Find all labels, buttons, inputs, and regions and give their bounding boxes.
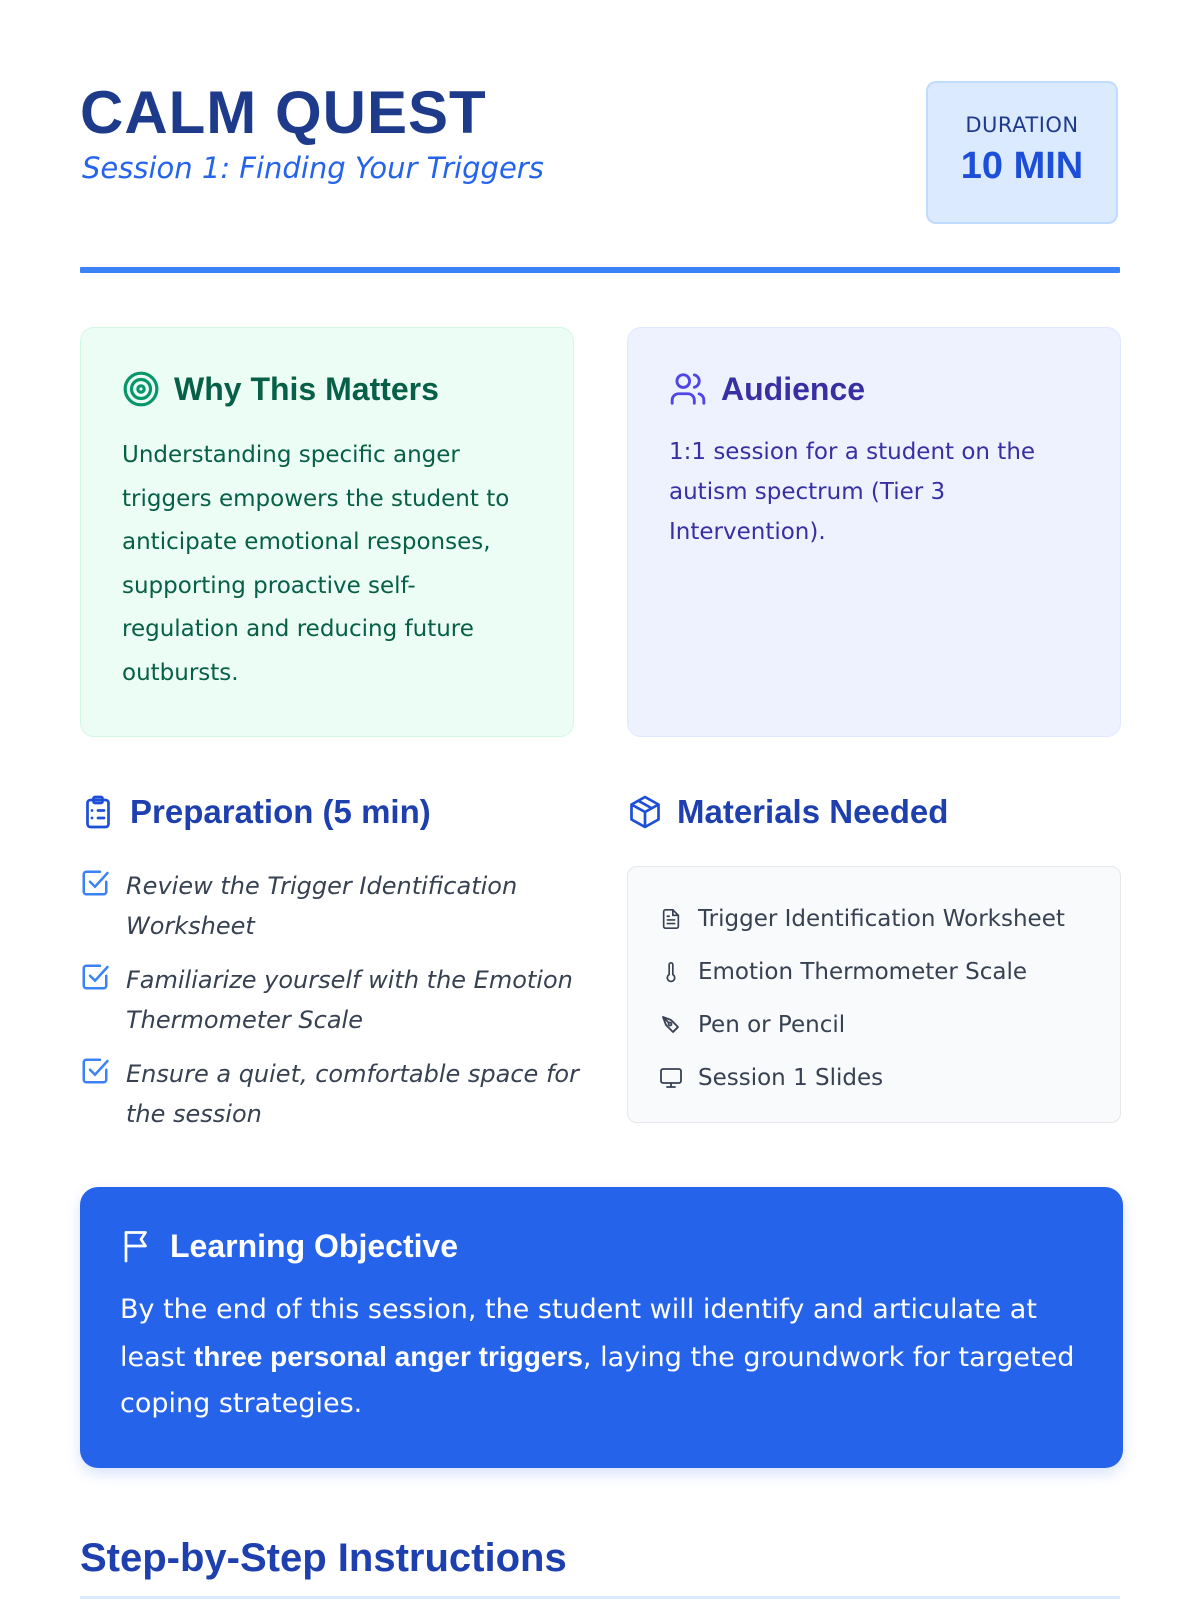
materials-item [658, 1051, 1120, 1104]
why-card [80, 327, 574, 737]
objective-text-start: By the end of this session, the student will identify and articulate at least [120, 1294, 1037, 1373]
clipboard-icon [80, 793, 116, 831]
preparation-item [80, 866, 580, 946]
package-icon [627, 793, 663, 831]
preparation-heading: Preparation (5 min) [130, 793, 431, 830]
objective-heading-row [120, 1227, 458, 1265]
objective-body [120, 1287, 1080, 1428]
checkbox-icon [80, 1054, 110, 1134]
preparation-item-text: Familiarize yourself with the Emotion Thermometer Scale [126, 966, 573, 1034]
audience-heading-row [669, 370, 865, 408]
preparation-item-text: Ensure a quiet, comfortable space for the session [126, 1060, 579, 1128]
audience-card [627, 327, 1121, 737]
thermometer-icon [658, 960, 684, 984]
document-icon [658, 907, 684, 931]
checkbox-icon [80, 960, 110, 1040]
users-icon [669, 370, 707, 408]
materials-item [658, 892, 1120, 945]
header-divider [80, 267, 1120, 273]
objective-heading: Learning Objective [170, 1227, 459, 1264]
preparation-item-text: Review the Trigger Identification Worksheet [126, 872, 518, 940]
materials-item-label: Emotion Thermometer Scale [698, 958, 1028, 985]
steps-heading: Step-by-Step Instructions [80, 1536, 567, 1580]
page-title: CALM QUEST [80, 79, 487, 146]
audience-heading: Audience [721, 370, 866, 407]
preparation-heading-row [80, 793, 431, 831]
flag-icon [120, 1227, 156, 1265]
pen-icon [658, 1013, 684, 1037]
materials-heading-row [627, 793, 948, 831]
preparation-list [80, 866, 580, 1148]
materials-item-label: Pen or Pencil [698, 1011, 846, 1038]
materials-list [627, 866, 1121, 1123]
materials-heading: Materials Needed [677, 793, 949, 830]
steps-divider [80, 1596, 1120, 1599]
preparation-item [80, 960, 580, 1040]
page-subtitle: Session 1: Finding Your Triggers [82, 151, 544, 185]
audience-body: 1:1 session for a student on the autism spectrum (Tier 3 Intervention). [669, 439, 1036, 545]
materials-item-label: Session 1 Slides [698, 1064, 884, 1091]
preparation-item [80, 1054, 580, 1134]
materials-item [658, 998, 1120, 1051]
target-icon [122, 370, 160, 408]
materials-item [658, 945, 1120, 998]
why-heading: Why This Matters [174, 370, 439, 407]
objective-text-bold: three personal anger triggers [193, 1340, 583, 1372]
materials-item-label: Trigger Identification Worksheet [698, 905, 1065, 932]
duration-value: 10 MIN [960, 145, 1084, 187]
checkbox-icon [80, 866, 110, 946]
why-heading-row [122, 370, 439, 408]
objective-text-end: , laying the groundwork for targeted coping strategies. [120, 1341, 1075, 1419]
duration-badge [926, 81, 1118, 224]
learning-objective-card [80, 1187, 1123, 1468]
duration-label: DURATION [965, 113, 1079, 137]
why-body: Understanding specific anger triggers empowers the student to anticipate emotional responses, supporting proactive self-regulation and reducing future outbursts. [122, 442, 510, 686]
monitor-icon [658, 1066, 684, 1090]
